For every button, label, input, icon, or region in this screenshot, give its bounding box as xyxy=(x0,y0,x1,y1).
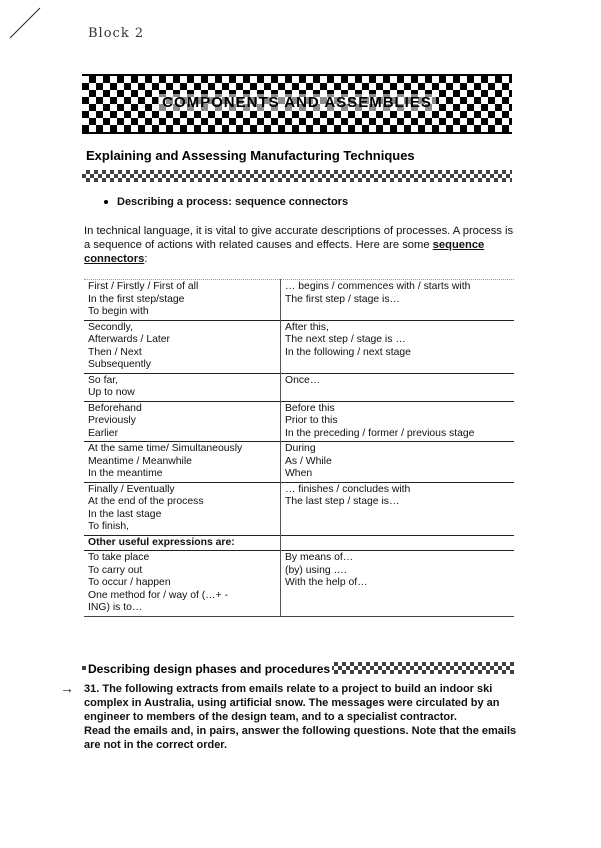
connector-phrase: Beforehand xyxy=(88,402,142,414)
connector-cell-right xyxy=(281,535,515,551)
table-row xyxy=(84,373,514,401)
connector-cell-right xyxy=(281,551,515,617)
connector-phrase: To finish, xyxy=(88,521,130,532)
bullet-item: Describing a process: sequence connectors xyxy=(104,196,348,208)
connector-cell-left xyxy=(84,373,281,401)
table-row xyxy=(84,401,514,442)
connector-phrase: To begin with xyxy=(88,306,149,317)
connector-phrase: In the following / next stage xyxy=(285,346,411,358)
connector-phrase: With the help of… xyxy=(285,577,368,588)
connector-cell-right xyxy=(281,442,515,483)
connector-phrase: ING) is to… xyxy=(88,602,143,613)
connector-phrase: Before this xyxy=(285,402,335,414)
connectors-table xyxy=(84,279,514,617)
connector-phrase: In the last stage xyxy=(88,508,162,520)
task-instruction: Read the emails and, in pairs, answer the following questions. Note that the emails are not in the correct order. xyxy=(84,725,517,751)
connector-phrase: (by) using …. xyxy=(285,564,347,576)
task-31 xyxy=(84,682,524,752)
connector-cell-right xyxy=(281,482,515,535)
connector-phrase: Prior to this xyxy=(285,415,338,426)
pen-stroke-mark xyxy=(8,6,42,40)
connector-phrase: In the first step/stage xyxy=(88,293,185,305)
connector-cell-right xyxy=(281,401,515,442)
connector-phrase: In the preceding / former / previous stage xyxy=(285,427,475,439)
connector-phrase: At the same time/ Simultaneously xyxy=(88,443,243,454)
connector-cell-left xyxy=(84,401,281,442)
connector-phrase: Afterwards / Later xyxy=(88,334,171,345)
section-title-design: Describing design phases and procedures xyxy=(88,662,331,676)
table-row xyxy=(84,551,514,617)
connector-phrase: By means of… xyxy=(285,552,354,563)
table-row xyxy=(84,280,514,321)
connector-phrase: The next step / stage is … xyxy=(285,334,406,345)
connector-phrase: During xyxy=(285,443,316,454)
connector-phrase: To occur / happen xyxy=(88,577,171,588)
section-divider-pattern xyxy=(82,170,512,182)
connector-phrase: The last step / stage is… xyxy=(285,496,400,507)
connector-phrase: When xyxy=(285,468,313,479)
hand-drawn-arrow-icon: → xyxy=(60,680,74,696)
connector-phrase: So far, xyxy=(88,374,119,386)
task-text: 31. The following extracts from emails relate to a project to build an indoor ski complex in Australia, using artificial snow. The messages were circulated by an engineer to members of the design team, and to a specialist contractor. xyxy=(84,683,500,723)
connector-phrase: Meantime / Meanwhile xyxy=(88,455,192,467)
connector-phrase: One method for / way of (…+ - xyxy=(88,589,229,601)
connector-phrase: In the meantime xyxy=(88,468,163,479)
connector-cell-left xyxy=(84,442,281,483)
other-expressions-header: Other useful expressions are: xyxy=(84,535,281,551)
connector-phrase: The first step / stage is… xyxy=(285,293,400,305)
connector-phrase: Once… xyxy=(285,374,321,386)
connector-cell-left xyxy=(84,320,281,373)
table-row xyxy=(84,320,514,373)
bullet-dot-icon xyxy=(104,200,108,204)
connector-phrase: At the end of the process xyxy=(88,496,204,507)
connector-phrase: Up to now xyxy=(88,387,135,398)
connector-cell-right xyxy=(281,320,515,373)
connector-cell-left xyxy=(84,280,281,321)
connector-cell-left xyxy=(84,482,281,535)
connector-phrase: Finally / Eventually xyxy=(88,483,175,495)
connector-phrase: To carry out xyxy=(88,564,143,576)
intro-bold-term: sequence connectors xyxy=(84,239,485,265)
connector-phrase: After this, xyxy=(285,321,329,333)
intro-paragraph: In technical language, it is vital to give accurate descriptions of processes. A process is a sequence of actions with related causes and effects. Here are some sequence connectors: xyxy=(84,225,514,265)
table-row xyxy=(84,482,514,535)
connector-cell-right xyxy=(281,373,515,401)
connector-phrase: Then / Next xyxy=(88,346,142,358)
connector-cell-right xyxy=(281,280,515,321)
connector-phrase: First / Firstly / First of all xyxy=(88,281,199,292)
section-title-manufacturing: Explaining and Assessing Manufacturing Techniques xyxy=(86,148,415,163)
table-row xyxy=(84,442,514,483)
connector-phrase: Secondly, xyxy=(88,321,133,333)
connector-cell-left xyxy=(84,551,281,617)
connector-phrase: … begins / commences with / starts with xyxy=(285,281,471,292)
connector-phrase: To take place xyxy=(88,552,150,563)
connector-phrase: Earlier xyxy=(88,427,119,439)
handwritten-label: Block 2 xyxy=(88,26,145,41)
connector-phrase: As / While xyxy=(285,455,332,467)
table-row-header xyxy=(84,535,514,551)
connector-phrase: … finishes / concludes with xyxy=(285,483,411,495)
connector-phrase: Previously xyxy=(88,415,136,426)
banner-title: COMPONENTS AND ASSEMBLIES xyxy=(82,94,512,111)
connector-phrase: Subsequently xyxy=(88,359,151,370)
